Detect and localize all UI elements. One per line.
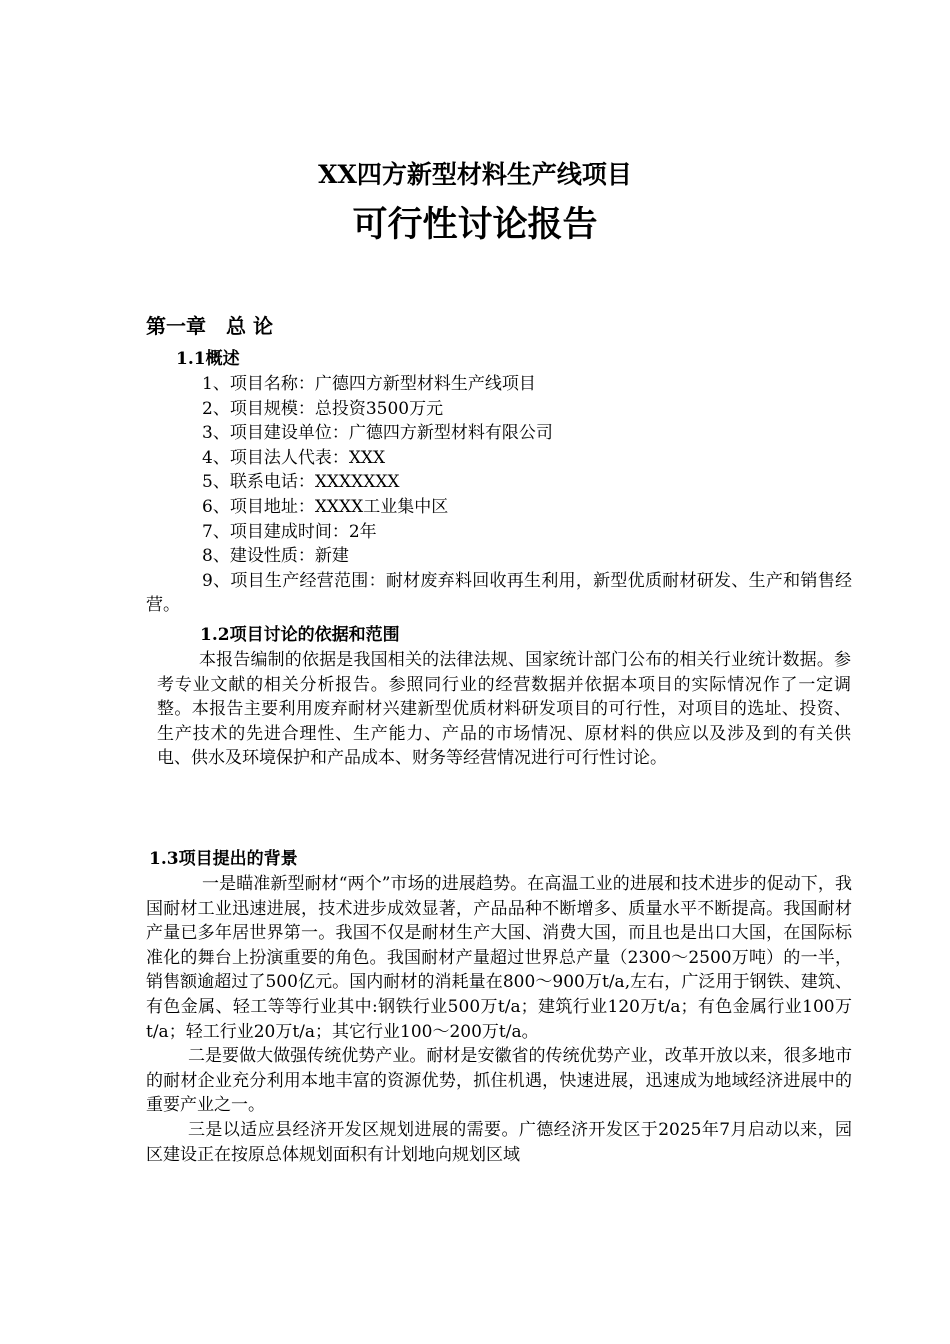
section-1-3-body <box>146 872 852 1167</box>
document-subtitle: 可行性讨论报告 <box>352 204 598 245</box>
section-heading-1-3: 1.3项目提出的背景 <box>149 849 298 869</box>
overview-list <box>146 372 852 618</box>
list-item: 3、项目建设单位：广德四方新型材料有限公司 <box>202 423 553 444</box>
document-title: XX四方新型材料生产线项目 <box>318 160 632 189</box>
list-item: 9、项目生产经营范围：耐材废弃料回收再生利用，新型优质耐材研发、生产和销售经营。 <box>146 570 852 616</box>
paragraph: 本报告编制的依据是我国相关的法律法规、国家统计部门公布的相关行业统计数据。参考专业文献的相关分析报告。参照同行业的经营数据并依据本项目的实际情况作了一定调整。本报告主要利用废弃耐材兴建新型优质材料研发项目的可行性，对项目的选址、投资、生产技术的先进合理性、生产能力、产品的市场情况、原材料的供应以及涉及到的有关供电、供水及环境保护和产品成本、财务等经营情况进行可行性讨论。 <box>157 650 851 769</box>
list-item: 8、建设性质：新建 <box>202 546 349 567</box>
list-item: 5、联系电话：XXXXXXX <box>202 472 400 493</box>
paragraph: 一是瞄准新型耐材“两个”市场的进展趋势。在高温工业的进展和技术进步的促动下，我国耐材工业迅速进展，技术进步成效显著，产品品种不断增多、质量水平不断提高。我国耐材产量已多年居世界第一。我国不仅是耐材生产大国、消费大国，而且也是出口大国，在国际标准化的舞台上扮演重要的角色。我国耐材产量超过世界总产量（2300～2500万吨）的一半，销售额逾超过了500亿元。国内耐材的消耗量在800～900万t/a,左右，广泛用于钢铁、建筑、有色金属、轻工等等行业其中:钢铁行业500万t/a；建筑行业120万t/a；有色金属行业100万t/a；轻工行业20万t/a；其它行业100～200万t/a。 <box>146 874 852 1042</box>
section-heading-1-2: 1.2项目讨论的依据和范围 <box>200 625 400 645</box>
list-item: 4、项目法人代表：XXX <box>202 447 386 468</box>
list-item: 6、项目地址：XXXX工业集中区 <box>202 496 449 517</box>
chapter-heading: 第一章 总 论 <box>146 314 273 338</box>
list-item: 7、项目建成时间：2年 <box>202 521 377 542</box>
paragraph: 三是以适应县经济开发区规划进展的需要。广德经济开发区于2025年7月启动以来，园区建设正在按原总体规划面积有计划地向规划区域 <box>146 1119 852 1165</box>
section-1-2-body <box>157 648 851 771</box>
list-item: 2、项目规模：总投资3500万元 <box>202 398 444 419</box>
paragraph: 二是要做大做强传统优势产业。耐材是安徽省的传统优势产业，改革开放以来，很多地市的耐材企业充分利用本地丰富的资源优势，抓住机遇，快速进展，迅速成为地域经济进展中的重要产业之一。 <box>146 1046 852 1116</box>
section-heading-1-1: 1.1概述 <box>176 349 240 369</box>
list-item: 1、项目名称：广德四方新型材料生产线项目 <box>202 374 536 394</box>
